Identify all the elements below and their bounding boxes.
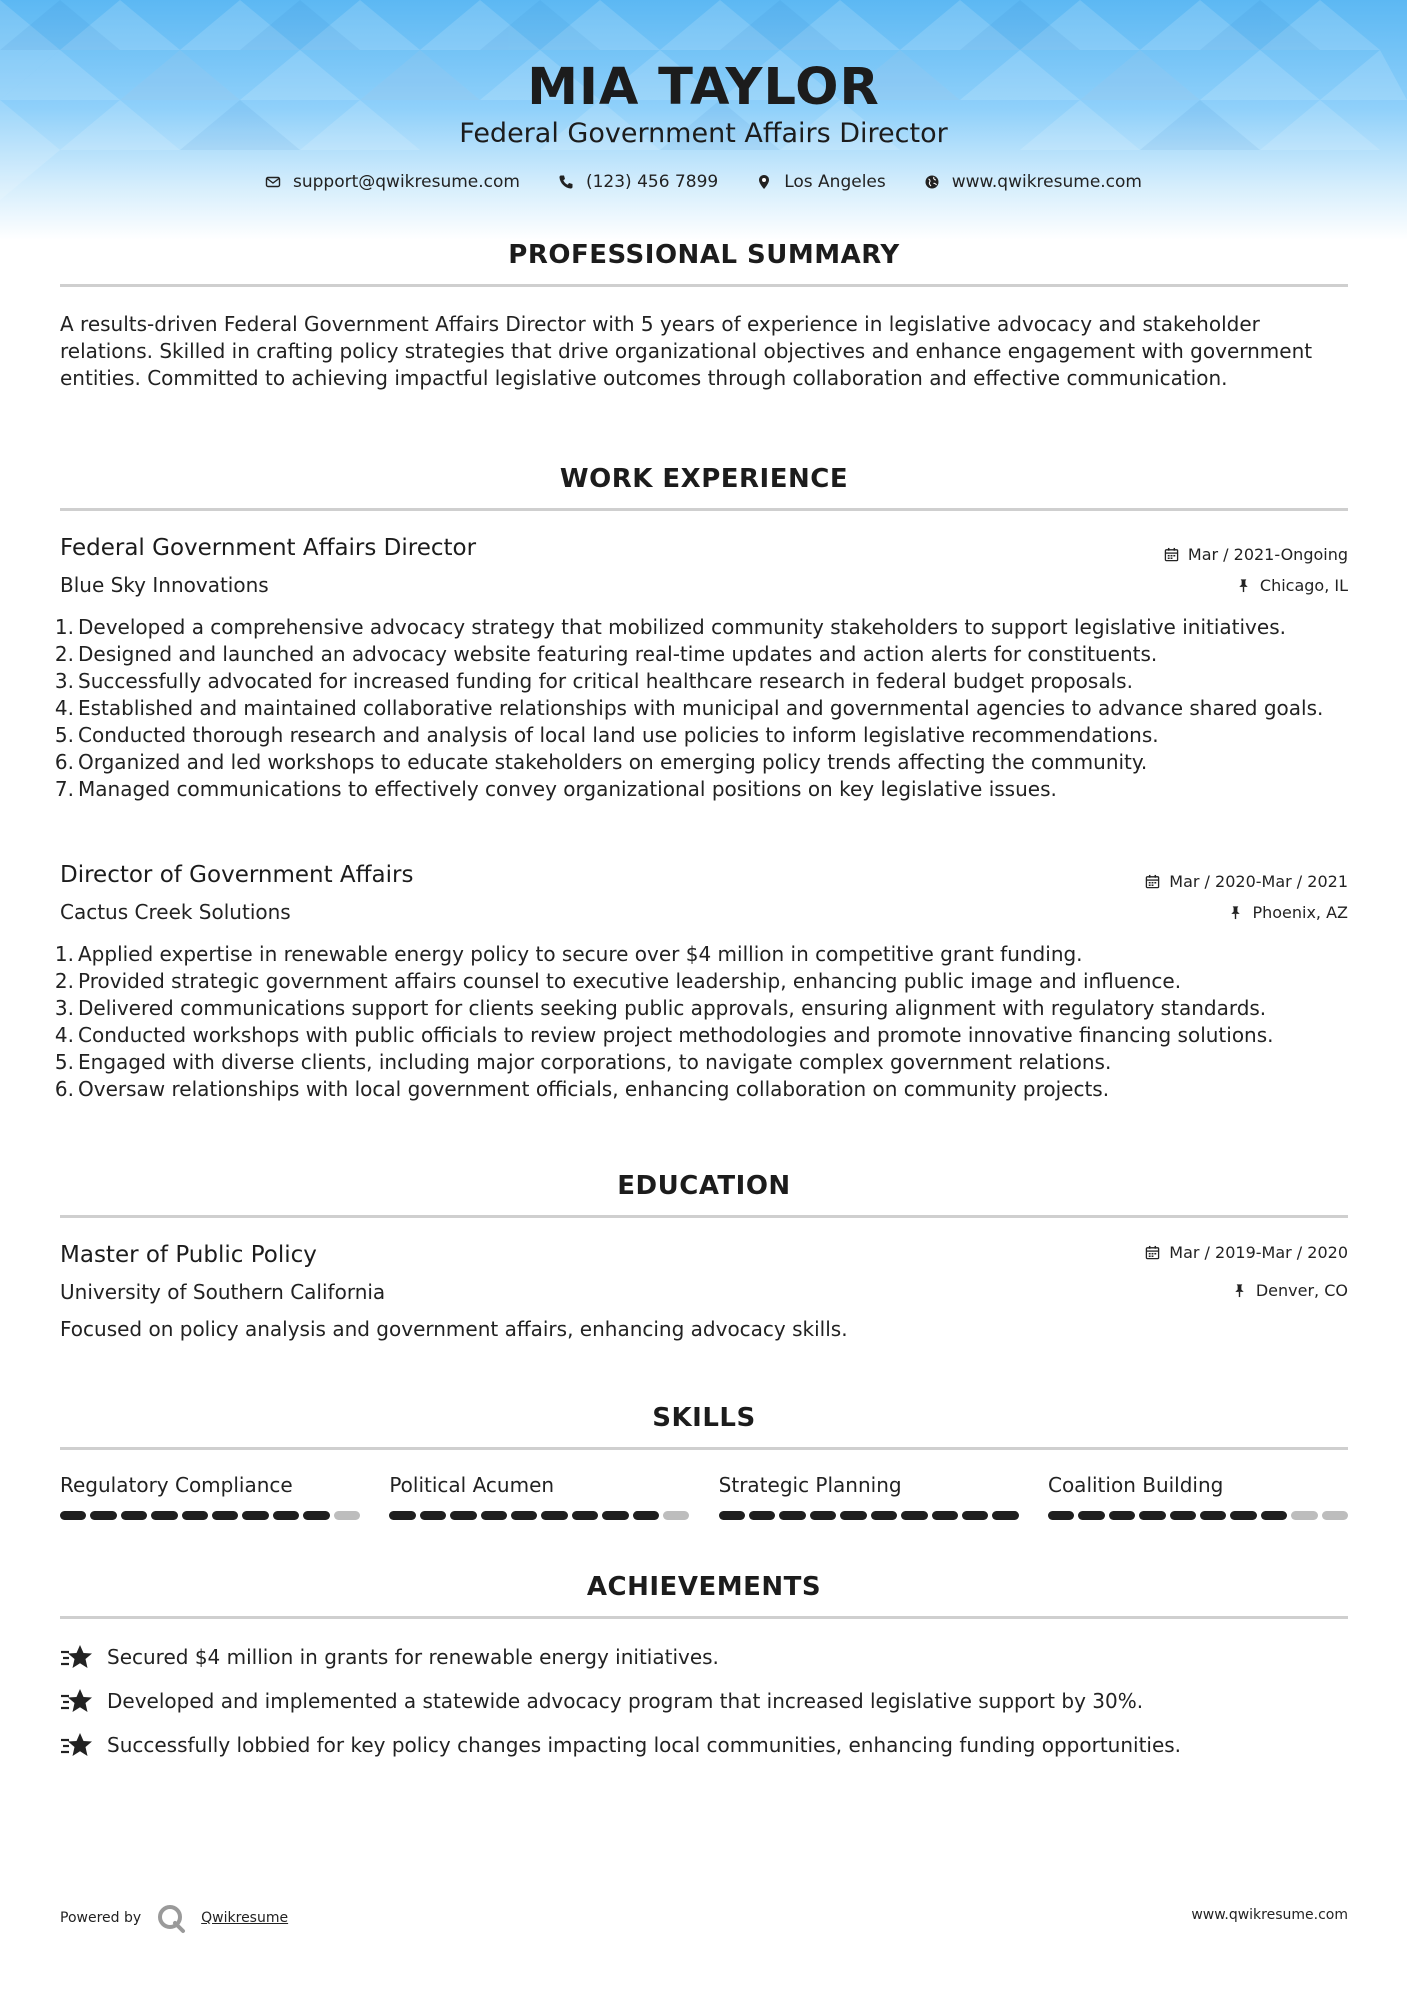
job-location-text: Chicago, IL [1259,576,1348,595]
achievement-item [60,1731,1348,1759]
skill-level-bar [719,1511,1019,1520]
list-item: Oversaw relationships with local government officials, enhancing collaboration on community projects. [78,1077,1110,1101]
list-item: Managed communications to effectively convey organizational positions on key legislative issues. [78,777,1057,801]
calendar-icon [1164,547,1179,562]
list-item: Developed a comprehensive advocacy strategy that mobilized community stakeholders to support legislative initiatives. [78,615,1286,639]
job-location-text: Phoenix, AZ [1252,903,1348,922]
skill-name: Strategic Planning [718,1473,902,1497]
skills-list [60,1473,1348,1520]
list-item: Successfully advocated for increased funding for critical healthcare research in federal budget proposals. [78,669,1133,693]
skill-level-segment [1322,1511,1348,1520]
skill-level-segment [719,1511,745,1520]
achievements-heading: ACHIEVEMENTS [586,1572,822,1602]
qwikresume-link[interactable]: Qwikresume [201,1910,289,1926]
education-divider [60,1215,1348,1218]
skill-level-segment [1261,1511,1287,1520]
star-icon [60,1643,93,1671]
skill-level-segment [182,1511,208,1520]
skill-item [389,1473,689,1520]
list-item: Conducted workshops with public officials to review project methodologies and promote innovative financing solutions. [78,1023,1274,1047]
skill-level-segment [1170,1511,1196,1520]
skill-name: Regulatory Compliance [60,1473,293,1497]
list-item: Provided strategic government affairs counsel to executive leadership, enhancing public image and influence. [78,969,1182,993]
experience-divider [60,508,1348,511]
education-description: Focused on policy analysis and government affairs, enhancing advocacy skills. [60,1317,848,1341]
skill-level-segment [663,1511,689,1520]
skill-level-segment [871,1511,897,1520]
skill-level-segment [151,1511,177,1520]
list-item: Established and maintained collaborative relationships with municipal and governmental agencies to advance shared goals. [78,696,1324,720]
skill-level-segment [60,1511,86,1520]
skill-level-segment [810,1511,836,1520]
list-item: Designed and launched an advocacy website featuring real-time updates and action alerts for constituents. [78,642,1158,666]
skill-level-segment [1291,1511,1317,1520]
footer-powered-by [60,1902,288,1934]
contact-phone-text: (123) 456 7899 [585,172,719,192]
summary-divider [60,284,1348,287]
achievement-text: Successfully lobbied for key policy changes impacting local communities, enhancing funding opportunities. [107,1733,1182,1757]
skill-level-segment [242,1511,268,1520]
achievement-item [60,1687,1348,1715]
education-dates [1145,1243,1348,1262]
footer-website[interactable]: www.qwikresume.com [1191,1907,1348,1923]
skill-level-segment [749,1511,775,1520]
skill-level-segment [1078,1511,1104,1520]
contact-email-text: support@qwikresume.com [293,172,520,192]
summary-text: A results-driven Federal Government Affairs Director with 5 years of experience in legislative advocacy and stakeholder relations. Skilled in crafting policy strategies that drive organizational objectives and enhance engagement with government entities. Committed to achieving impactful legislative outcomes through collaboration and effective communication. [60,312,1313,390]
skill-item [1048,1473,1348,1520]
skill-level-segment [90,1511,116,1520]
skill-level-segment [932,1511,958,1520]
skill-item [60,1473,360,1520]
list-item: Applied expertise in renewable energy policy to secure over $4 million in competitive grant funding. [78,942,1083,966]
skill-level-segment [420,1511,446,1520]
envelope-icon [265,174,281,190]
education-heading: EDUCATION [617,1171,791,1201]
calendar-icon [1145,1245,1160,1260]
contact-website[interactable] [924,172,1142,192]
contact-phone[interactable] [558,172,718,192]
skill-level-segment [303,1511,329,1520]
skill-level-segment [450,1511,476,1520]
skill-level-segment [779,1511,805,1520]
skill-name: Coalition Building [1047,1473,1224,1497]
school-name: University of Southern California [60,1280,386,1304]
pushpin-icon [1232,1283,1247,1298]
job-title: Federal Government Affairs Director [60,535,477,561]
globe-icon [924,174,940,190]
skill-level-segment [1048,1511,1074,1520]
skill-level-segment [389,1511,415,1520]
skill-level-segment [121,1511,147,1520]
contact-bar [0,172,1407,192]
skill-level-bar [60,1511,360,1520]
star-icon [60,1731,93,1759]
skill-level-segment [334,1511,360,1520]
list-item: Delivered communications support for clients seeking public approvals, ensuring alignment with regulatory standards. [78,996,1267,1020]
skill-level-segment [481,1511,507,1520]
list-item: Conducted thorough research and analysis of local land use policies to inform legislative recommendations. [78,723,1159,747]
skill-level-segment [602,1511,628,1520]
candidate-title: Federal Government Affairs Director [459,118,948,149]
list-item: Engaged with diverse clients, including major corporations, to navigate complex government relations. [78,1050,1112,1074]
skills-heading: SKILLS [652,1403,756,1433]
contact-website-text: www.qwikresume.com [951,172,1142,192]
skill-level-segment [962,1511,988,1520]
job-dates [1164,545,1348,564]
calendar-icon [1145,874,1160,889]
skill-level-segment [212,1511,238,1520]
skill-level-bar [389,1511,689,1520]
skill-level-segment [992,1511,1018,1520]
skill-level-segment [840,1511,866,1520]
summary-heading: PROFESSIONAL SUMMARY [508,240,900,270]
star-icon [60,1687,93,1715]
job-dates [1145,872,1348,891]
skill-level-segment [273,1511,299,1520]
degree-title: Master of Public Policy [60,1242,317,1268]
achievement-item [60,1643,1348,1671]
job-bullet-list [78,614,1348,803]
education-location-text: Denver, CO [1255,1281,1348,1300]
map-pin-icon [756,174,772,190]
experience-heading: WORK EXPERIENCE [559,464,849,494]
candidate-name: MIA TAYLOR [527,58,880,117]
skill-level-bar [1048,1511,1348,1520]
qwikresume-logo-icon [155,1902,187,1934]
skill-level-segment [511,1511,537,1520]
skill-name: Political Acumen [389,1473,555,1497]
job-title: Director of Government Affairs [60,862,414,888]
pushpin-icon [1236,578,1251,593]
skill-level-segment [1230,1511,1256,1520]
phone-icon [558,174,574,190]
contact-location-text: Los Angeles [784,172,886,192]
powered-by-label: Powered by [60,1910,142,1926]
skill-level-segment [1109,1511,1135,1520]
skill-level-segment [1200,1511,1226,1520]
skill-level-segment [1139,1511,1165,1520]
skills-divider [60,1447,1348,1450]
contact-email[interactable] [265,172,520,192]
education-location [1232,1281,1348,1300]
skill-level-segment [633,1511,659,1520]
achievements-divider [60,1616,1348,1619]
pushpin-icon [1228,905,1243,920]
list-item: Organized and led workshops to educate stakeholders on emerging policy trends affecting the community. [78,750,1148,774]
skill-item [719,1473,1019,1520]
education-dates-text: Mar / 2019-Mar / 2020 [1169,1243,1348,1262]
job-dates-text: Mar / 2020-Mar / 2021 [1169,872,1348,891]
skill-level-segment [901,1511,927,1520]
skill-level-segment [541,1511,567,1520]
job-company: Cactus Creek Solutions [60,900,291,924]
achievement-text: Secured $4 million in grants for renewable energy initiatives. [107,1645,719,1669]
job-bullet-list [78,941,1348,1103]
contact-location [756,172,886,192]
resume-header [0,0,1407,240]
job-location [1236,576,1348,595]
job-company: Blue Sky Innovations [60,573,269,597]
job-dates-text: Mar / 2021-Ongoing [1187,545,1348,564]
job-location [1228,903,1348,922]
achievement-text: Developed and implemented a statewide advocacy program that increased legislative support by 30%. [107,1689,1144,1713]
skill-level-segment [572,1511,598,1520]
